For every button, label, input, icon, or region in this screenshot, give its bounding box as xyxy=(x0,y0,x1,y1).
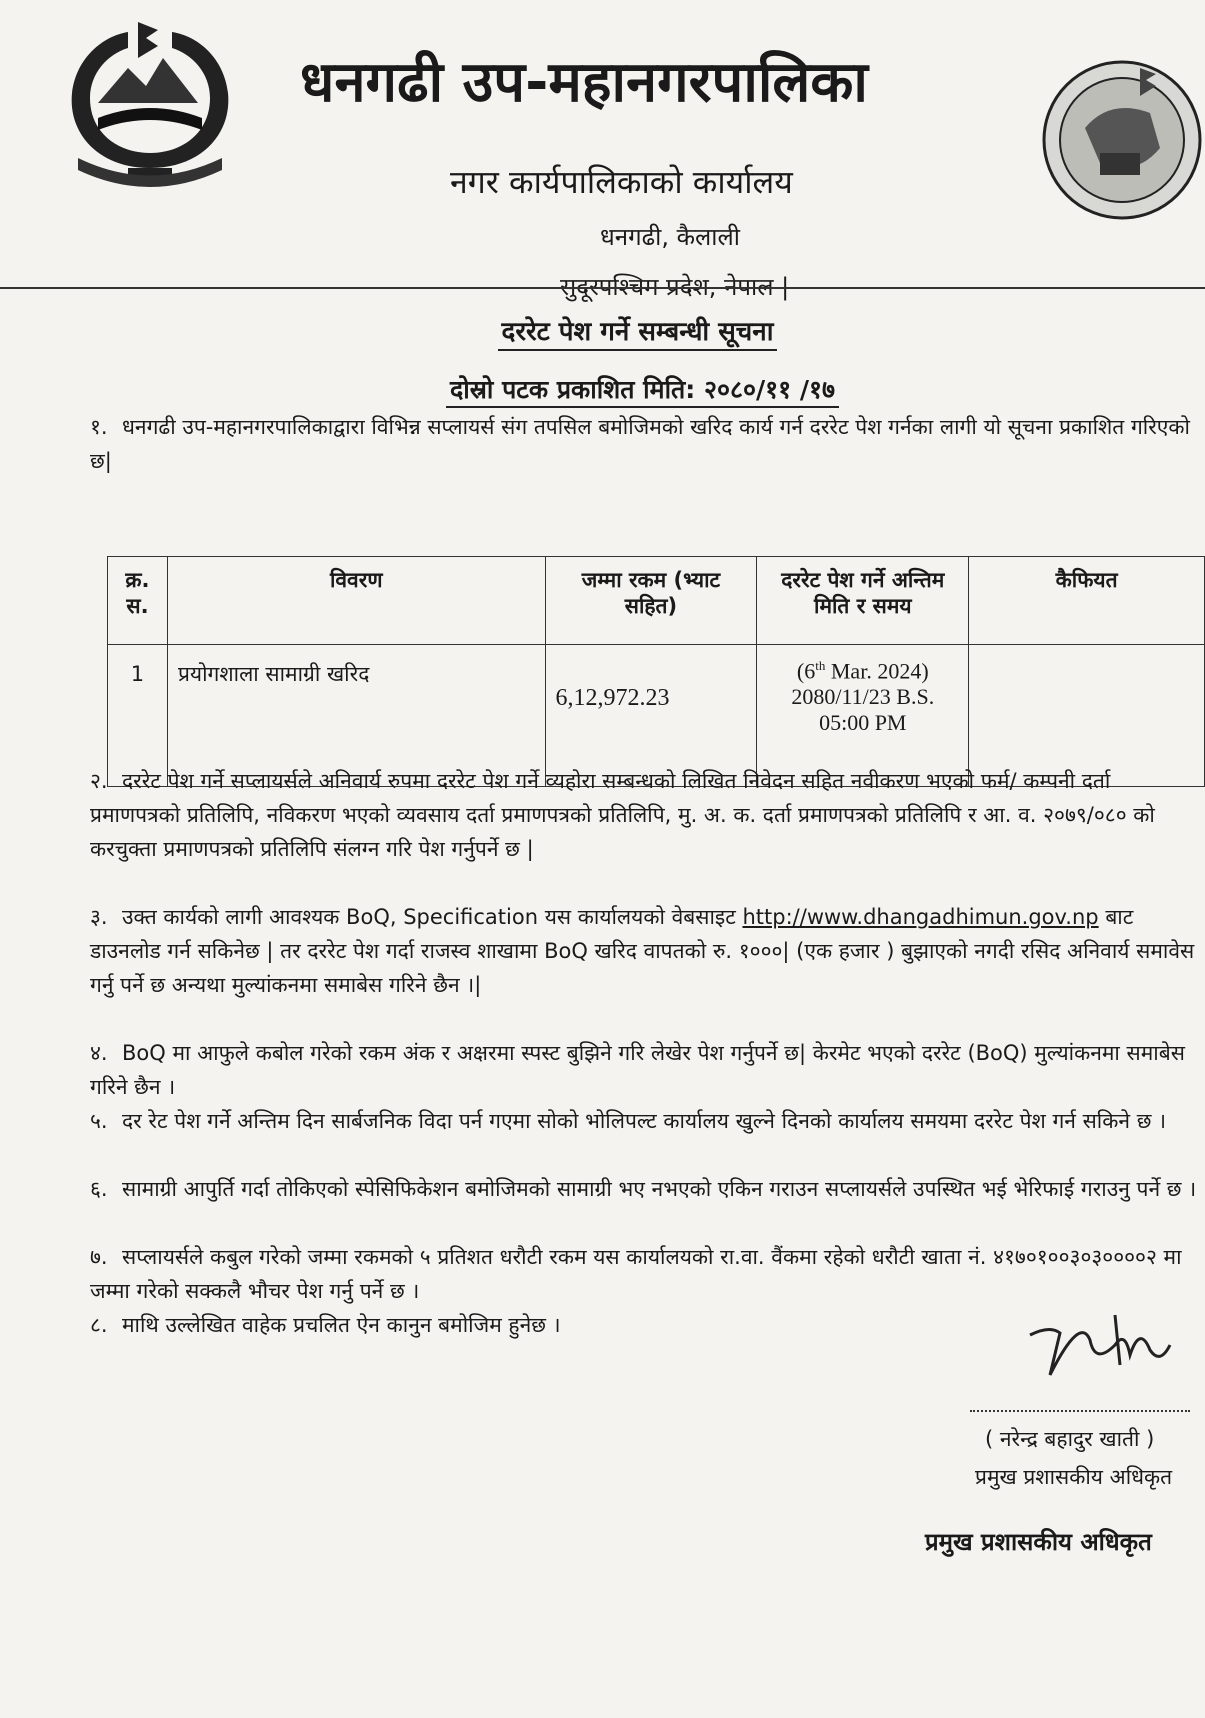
signature-line xyxy=(970,1410,1190,1412)
office-name: नगर कार्यपालिकाको कार्यालय xyxy=(450,163,793,201)
paragraph-6: ६. सामाग्री आपुर्ति गर्दा तोकिएको स्पेसिफिकेशन बमोजिमको सामाग्री भए नभएको एकिन गराउन सप्लायर्सले उपस्थित भई भेरिफाई गराउनु पर्ने छ । xyxy=(90,1177,1197,1201)
paragraph-2: २. दररेट पेश गर्ने सप्लायर्सले अनिवार्य रुपमा दररेट पेश गर्ने व्यहोरा सम्बन्धको लिखित निवेदन सहित नवीकरण भएको फर्म/ कम्पनी दर्ता प्रमाणपत्रको प्रतिलिपि, नविकरण भएको व्यवसाय दर्ता प्रमाणपत्रको प्रतिलिपि, मु. अ. क. दर्ता प्रमाणपत्रको प्रतिलिपि र आ. व. २०७९/०८० को करचुक्ता प्रमाणपत्रको प्रतिलिपि संलग्न गरि पेश गर्नुपर्ने छ | xyxy=(90,769,1155,861)
signature-scrawl-icon xyxy=(1020,1295,1180,1390)
publication-date: दोस्रो पटक प्रकाशित मिति: २०८०/११ /१७ xyxy=(0,372,1205,406)
paragraph-5: ५. दर रेट पेश गर्ने अन्तिम दिन सार्बजनिक विदा पर्न गएमा सोको भोलिपल्ट कार्यालय खुल्ने दिनको कार्यालय समयमा दररेट पेश गर्न सकिने छ । xyxy=(90,1109,1167,1133)
signatory-stamp: प्रमुख प्रशासकीय अधिकृत xyxy=(925,1528,1152,1556)
org-name: धनगढी उप-महानगरपालिका xyxy=(300,50,868,115)
paragraph-1: १. धनगढी उप-महानगरपालिकाद्वारा विभिन्न सप्लायर्स संग तपसिल बमोजिमको खरिद कार्य गर्न दररेट पेश गर्नका लागी यो सूचना प्रकाशित गरिएको छ| xyxy=(90,415,1190,473)
paragraph-7: ७. सप्लायर्सले कबुल गरेको जम्मा रकमको ५ प्रतिशत धरौटी रकम यस कार्यालयको रा.वा. वैंकमा रहेको धरौटी खाता नं. ४१७०१००३०३००००२ मा जम्मा गरेको सक्कलै भौचर पेश गर्नु पर्ने छ । xyxy=(90,1245,1182,1303)
signatory-title: प्रमुख प्रशासकीय अधिकृत xyxy=(975,1465,1173,1489)
municipality-seal-icon xyxy=(1040,58,1205,223)
col-header-remarks: कैफियत xyxy=(969,557,1205,645)
paragraph-4: ४. BoQ मा आफुले कबोल गरेको रकम अंक र अक्षरमा स्पस्ट बुझिने गरि लेखेर पेश गर्नुपर्ने छ| केरमेट भएको दररेट (BoQ) मुल्यांकनमा समाबेस गरिने छैन । xyxy=(90,1041,1185,1099)
cell-description: प्रयोगशाला सामाग्री खरिद xyxy=(167,645,545,787)
cell-deadline: (6th Mar. 2024) 2080/11/23 B.S. 05:00 PM xyxy=(757,645,969,787)
paragraph-3: ३. उक्त कार्यको लागी आवश्यक BoQ, Specification यस कार्यालयको वेबसाइट http://www.dhangadhimun.gov.np बाट डाउनलोड गर्न सकिनेछ | तर दररेट पेश गर्दा राजस्व शाखामा BoQ खरिद वापतको रु. १०००| (एक हजार ) बुझाएको नगदी रसिद अनिवार्य समावेस गर्नु पर्ने छ अन्यथा मुल्यांकनमा समाबेस गरिने छैन ।| xyxy=(90,905,1195,997)
location-line-2: सुदूरपश्चिम प्रदेश, नेपाल | xyxy=(560,273,790,301)
items-table xyxy=(107,556,1205,787)
cell-amount: 6,12,972.23 xyxy=(545,645,757,787)
nepal-emblem-icon xyxy=(58,18,243,193)
table-header-row xyxy=(108,557,1205,645)
signatory-name: ( नरेन्द्र बहादुर खाती ) xyxy=(985,1427,1155,1451)
cell-sn: 1 xyxy=(108,645,168,787)
col-header-amount: जम्मा रकम (भ्याट सहित) xyxy=(545,557,757,645)
col-header-deadline: दररेट पेश गर्ने अन्तिम मिति र समय xyxy=(757,557,969,645)
header-divider xyxy=(0,287,1205,289)
website-link[interactable]: http://www.dhangadhimun.gov.np xyxy=(742,905,1099,929)
location-line-1: धनगढी, कैलाली xyxy=(600,223,740,251)
col-header-sn: क्र. स. xyxy=(108,557,168,645)
paragraph-8: ८. माथि उल्लेखित वाहेक प्रचलित ऐन कानुन बमोजिम हुनेछ । xyxy=(90,1313,561,1337)
notice-heading: दररेट पेश गर्ने सम्बन्धी सूचना xyxy=(0,312,1205,348)
col-header-description: विवरण xyxy=(167,557,545,645)
